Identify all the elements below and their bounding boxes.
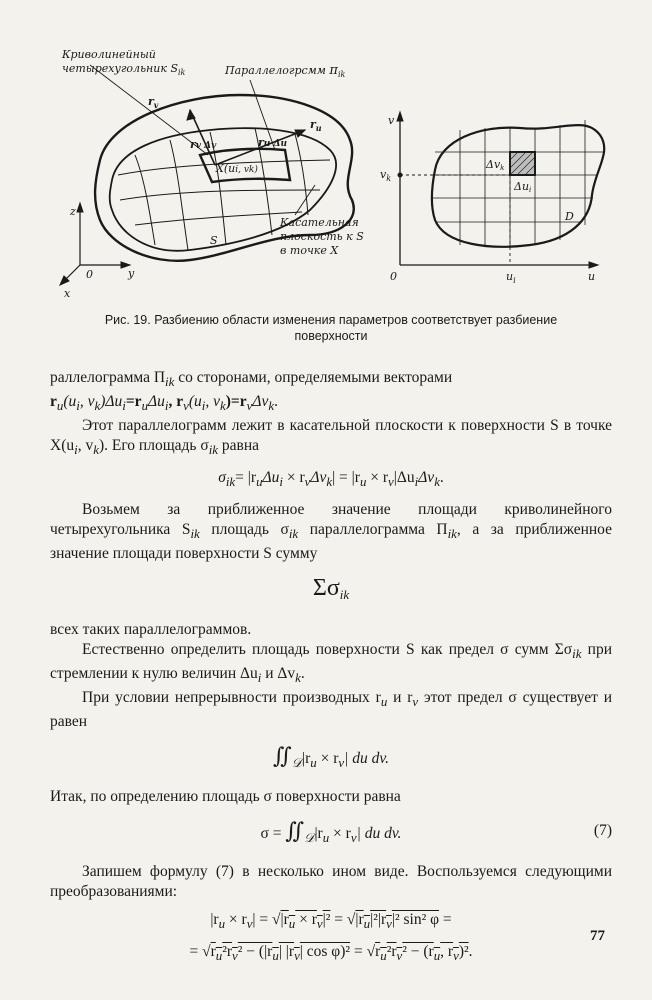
figure-caption bbox=[50, 312, 612, 344]
svg-text:плоскость к S: плоскость к S bbox=[280, 230, 364, 243]
svg-text:vk: $v_k$ bbox=[380, 168, 392, 183]
domain-illustration bbox=[397, 112, 605, 268]
paragraph-1: раллелограмма $\Pi_{ik}$ со сторонами, определяемыми векторами $r_u(u_i$, $v_k)\Delta u_i=r_u\Delta u_i$, $r_v(u_i$, $v_k)=r_v\Delta v_k$. bbox=[50, 369, 453, 414]
figure-19 bbox=[40, 40, 620, 312]
svg-text:ru Δu: ru Δu bbox=[258, 136, 287, 149]
caption-line-2: поверхности bbox=[294, 329, 368, 343]
page-number: 77 bbox=[590, 928, 605, 944]
svg-text:S: S bbox=[210, 234, 218, 247]
formula-3: $∬_𝒟|r_u \times r_v|$ du dv. bbox=[272, 742, 390, 770]
caption-line-1: Рис. 19. Разбиению области изменения параметров соответствует разбиение bbox=[104, 313, 558, 327]
body-text bbox=[50, 368, 612, 974]
svg-text:Криволинейный: Криволинейный bbox=[62, 48, 156, 61]
svg-text:в точке X: в точке X bbox=[280, 244, 339, 257]
paragraph-6: При условии непрерывности производных $r_u$ и $r_v$ этот предел σ существует и равен bbox=[50, 688, 612, 730]
formula-1: $\sigma_{ik}= |r_u\Delta u_i \times r_v\Delta v_k| = |r_u \times r_v|\Delta u_i\Delta v_k$. bbox=[218, 469, 444, 490]
surface-labels bbox=[61, 48, 364, 300]
svg-text:x: x bbox=[64, 287, 71, 300]
svg-text:rv Δv: rv Δv bbox=[190, 138, 217, 151]
domain-labels bbox=[380, 114, 595, 285]
equation-number-7: (7) bbox=[593, 821, 612, 839]
svg-text:rv: $r_v$ bbox=[148, 95, 159, 110]
svg-text:ui: $u_i$ bbox=[506, 270, 516, 285]
svg-text:y: y bbox=[128, 267, 135, 280]
paragraph-3: Возьмем за приближенное значение площади криволинейного четырехугольника $S_{ik}$ площадь $\sigma_{ik}$ параллелограмма $\Pi_{ik}$, а за приближенное значение площади поверхности S сумму bbox=[50, 501, 613, 563]
svg-text:Δvk: Δvk bbox=[486, 158, 505, 172]
svg-text:v: v bbox=[388, 114, 395, 127]
paragraph-8: Запишем формулу (7) в несколько ином виде. Воспользуемся следующими преобразованиями: bbox=[50, 863, 612, 901]
formula-5-line-2: = $√r_u^2r_v^2 - (|r_u|$ $|r_v|$ $\cos \varphi)^2 = √r_u^2r_v^2 - (r_u$, $r_v)^2$. bbox=[189, 943, 473, 964]
svg-text:X(ui, vk): X(ui, vk) bbox=[216, 162, 258, 175]
svg-text:z: z bbox=[70, 205, 76, 218]
svg-text:Параллелогрсмм πik: Параллелогрсмм $\pi_{ik}$ bbox=[225, 63, 346, 79]
figure-svg bbox=[40, 40, 620, 312]
svg-text:ru: $r_u$ bbox=[310, 118, 322, 133]
svg-text:Δui: Δui bbox=[514, 180, 532, 194]
paragraph-4: всех таких параллелограммов. bbox=[50, 620, 252, 638]
svg-text:D: D bbox=[565, 210, 574, 223]
paragraph-5: Естественно определить площадь поверхности S как предел σ сумм $\Sigma\sigma_{ik}$ при стремлении к нулю величин $\Delta u_i$ и $\Delta v_k$. bbox=[50, 640, 612, 685]
formula-5-line-1: $|r_u \times r_v| = √|r_u \times r_v|^2 = √|r_u|^2|r_v|^2$ sin² φ = bbox=[210, 911, 452, 932]
svg-text:0: 0 bbox=[86, 268, 93, 281]
svg-text:u: u bbox=[588, 270, 596, 283]
formula-2: $\Sigma\sigma_{ik}$ bbox=[312, 575, 350, 603]
paragraph-2: Этот параллелограмм лежит в касательной плоскости к поверхности S в точке $X(u_i$, $v_k$). Его площадь $\sigma_{ik}$ равна bbox=[50, 417, 612, 458]
formula-4: $\sigma = ∬_𝒟|r_u \times r_v|$ du dv. (7) bbox=[260, 817, 612, 846]
svg-text:0: 0 bbox=[390, 270, 397, 283]
svg-text:Касательная: Касательная bbox=[280, 216, 359, 229]
svg-text:четырехугольник Sik: четырехугольник $S_{ik}$ bbox=[62, 62, 186, 77]
paragraph-7: Итак, по определению площадь σ поверхности равна bbox=[50, 787, 401, 805]
